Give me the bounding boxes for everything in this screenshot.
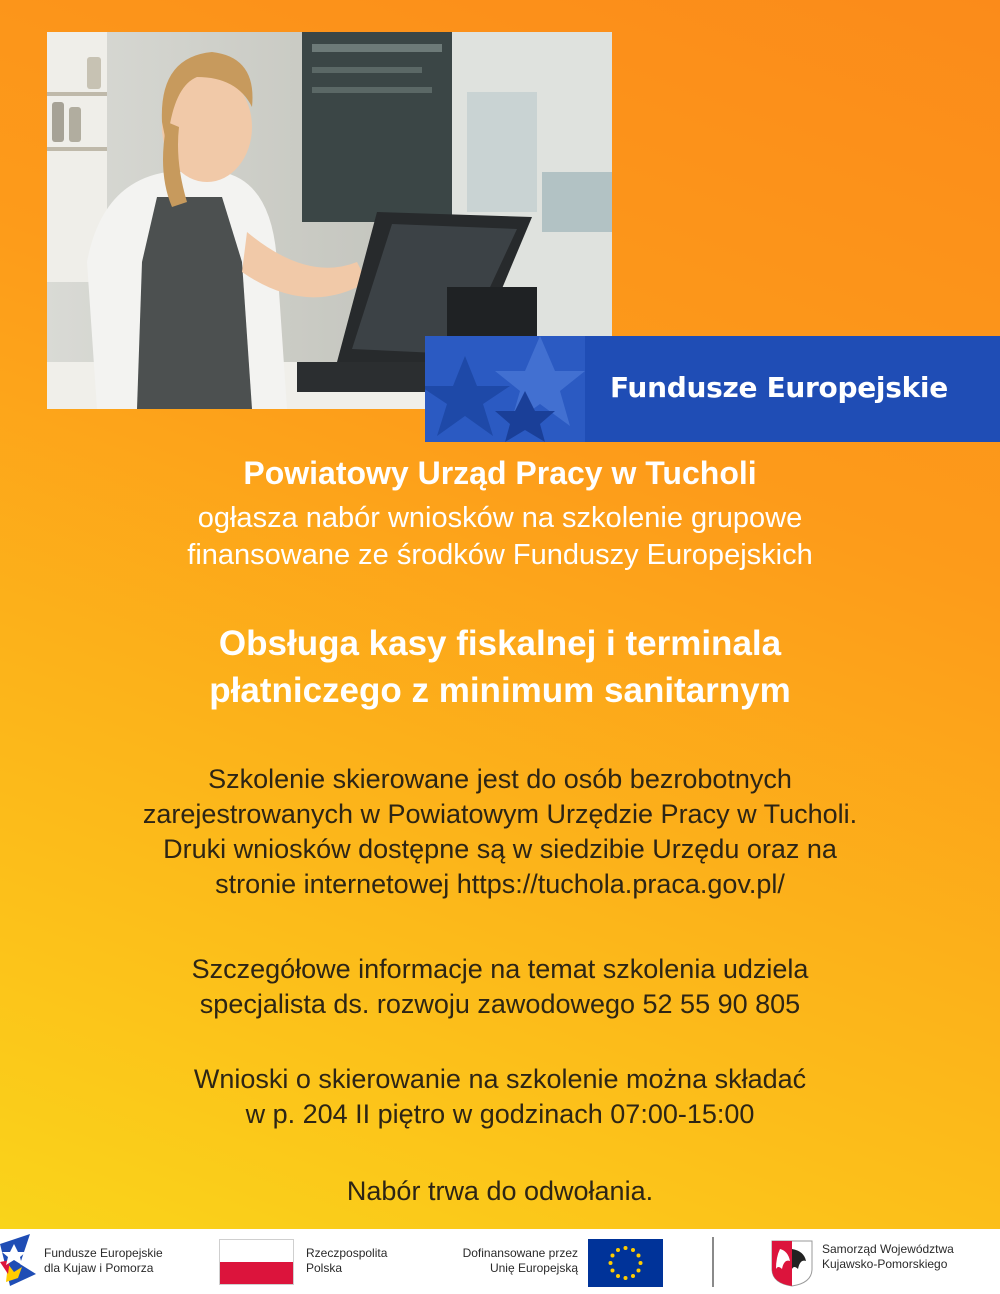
- coat-of-arms-icon: [770, 1239, 814, 1287]
- fe-line: Fundusze Europejskie: [44, 1246, 163, 1260]
- fe-logo-icon: [0, 1234, 36, 1286]
- fe-logo-text: [44, 1246, 163, 1276]
- paragraph-line: zarejestrowanych w Powiatowym Urzędzie Pracy w Tucholi.: [142, 799, 858, 829]
- sw-line: Kujawsko-Pomorskiego: [822, 1257, 948, 1271]
- title-line: płatniczego z minimum sanitarnym: [209, 671, 791, 710]
- ue-line: Dofinansowane przez: [462, 1246, 578, 1260]
- ue-line: Unię Europejską: [489, 1261, 578, 1275]
- title-line: Obsługa kasy fiskalnej i terminala: [218, 624, 782, 663]
- polish-flag-icon: [219, 1239, 294, 1285]
- sw-logo-text: [822, 1242, 954, 1272]
- eu-stars-icon: [425, 336, 585, 442]
- lead-line: ogłasza nabór wniosków na szkolenie grupowe: [197, 502, 803, 534]
- rp-line: Rzeczpospolita: [306, 1246, 388, 1260]
- rp-line: Polska: [306, 1261, 343, 1275]
- eu-cofinanced-text: [430, 1246, 578, 1276]
- fe-line: dla Kujaw i Pomorza: [44, 1261, 154, 1275]
- lead-line: finansowane ze środków Funduszy Europejskich: [187, 539, 813, 571]
- paragraph-eligibility: [0, 762, 1000, 902]
- footer-divider: [712, 1237, 714, 1287]
- badge-label: Fundusze Europejskie: [610, 371, 948, 404]
- phone-number-line: specjalista ds. rozwoju zawodowego 52 55 90 805: [199, 989, 801, 1019]
- sw-line: Samorząd Województwa: [822, 1242, 954, 1256]
- paragraph-line: Druki wniosków dostępne są w siedzibie Urzędu oraz na: [163, 834, 837, 864]
- paragraph-submission: [0, 1062, 1000, 1132]
- paragraph-line: Szkolenie skierowane jest do osób bezrobotnych: [208, 764, 792, 794]
- eu-flag-icon: [588, 1239, 663, 1287]
- paragraph-line: w p. 204 II piętro w godzinach 07:00-15:00: [245, 1099, 755, 1129]
- website-link[interactable]: stronie internetowej https://tuchola.praca.gov.pl/: [215, 869, 785, 899]
- paragraph-contact: [0, 952, 1000, 1022]
- organization-name: Powiatowy Urząd Pracy w Tucholi: [243, 455, 757, 491]
- fundusze-europejskie-badge: [425, 336, 1000, 442]
- course-title: [0, 620, 1000, 714]
- footer-logos: [0, 1229, 1000, 1294]
- paragraph-deadline: Nabór trwa do odwołania.: [346, 1176, 654, 1206]
- paragraph-line: Wnioski o skierowanie na szkolenie można składać: [193, 1064, 807, 1094]
- announcement-lead: [0, 500, 1000, 574]
- rp-logo-text: [306, 1246, 387, 1276]
- paragraph-line: Szczegółowe informacje na temat szkolenia udziela: [191, 954, 809, 984]
